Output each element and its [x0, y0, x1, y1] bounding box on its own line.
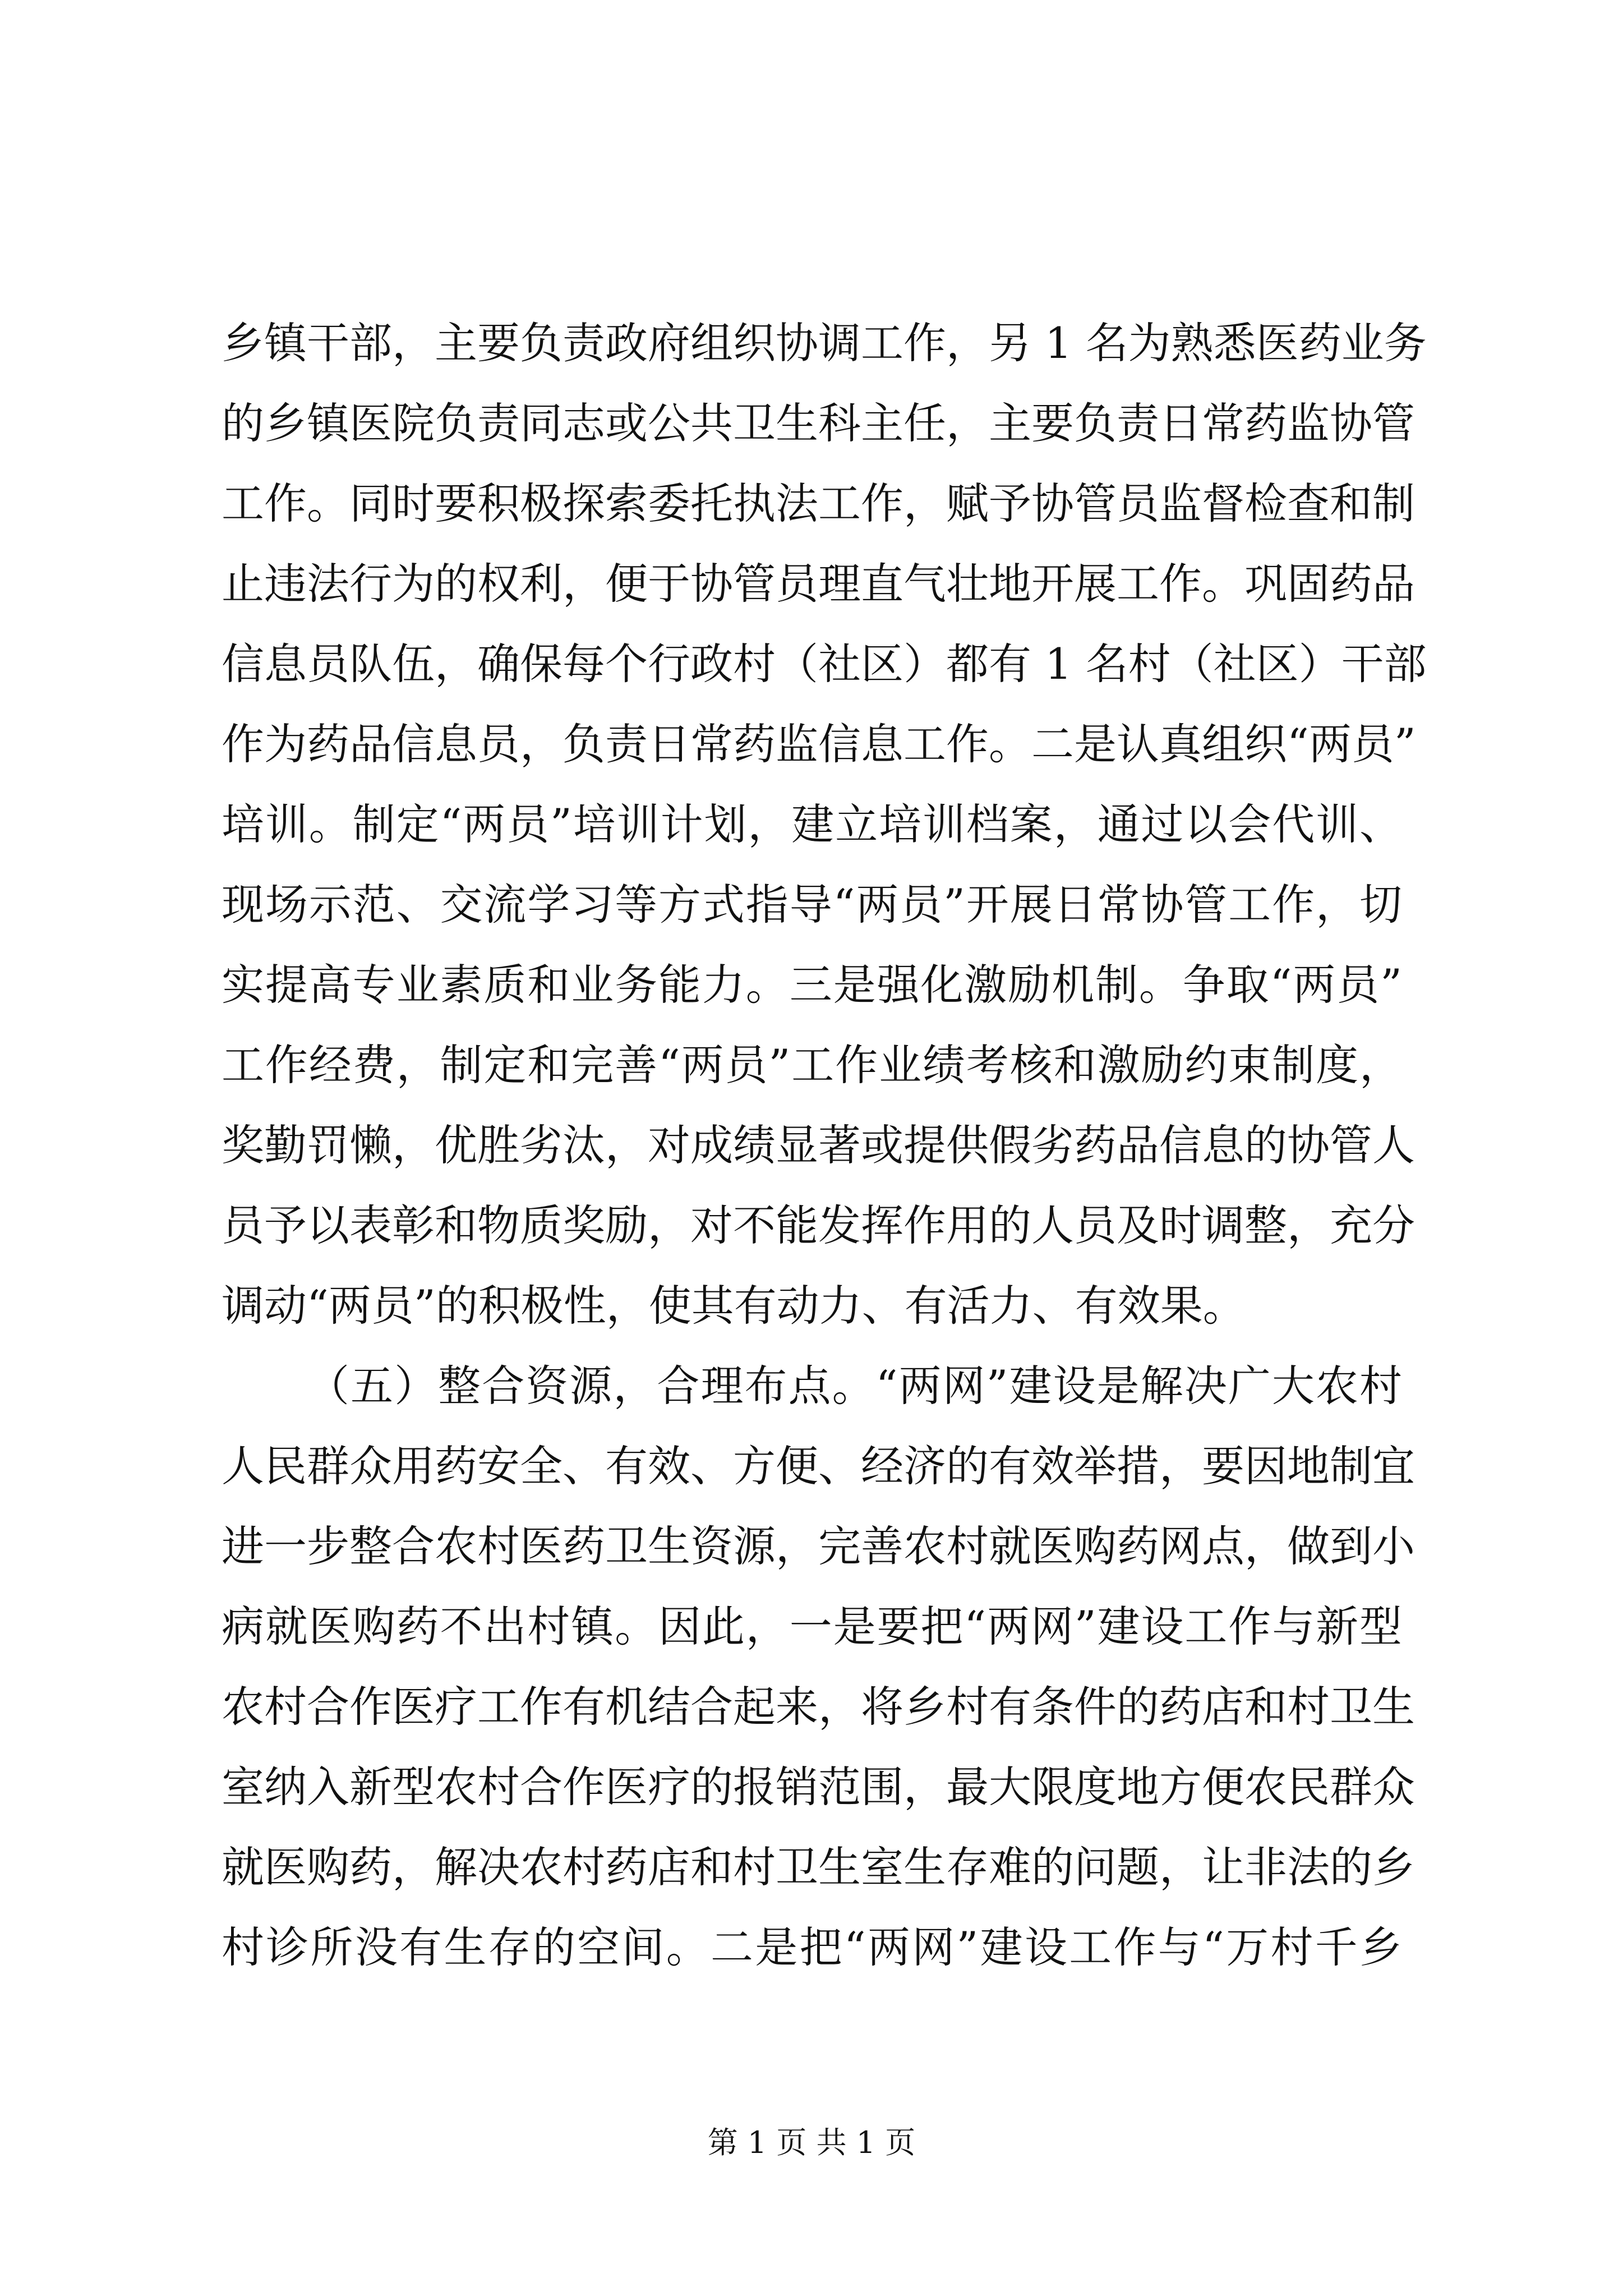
- text-line: 农村合作医疗工作有机结合起来，将乡村有条件的药店和村卫生: [222, 1682, 1415, 1732]
- text-line: 培训。制定“两员”培训计划，建立培训档案，通过以会代训、: [222, 799, 1402, 849]
- text-line: 作为药品信息员，负责日常药监信息工作。二是认真组织“两员”: [222, 719, 1416, 769]
- text-line: 奖勤罚懒，优胜劣汰，对成绩显著或提供假劣药品信息的协管人: [222, 1120, 1415, 1170]
- text-line: 村诊所没有生存的空间。二是把“两网”建设工作与“万村千乡: [222, 1922, 1402, 1972]
- text-line: 进一步整合农村医药卫生资源，完善农村就医购药网点，做到小: [222, 1521, 1415, 1571]
- text-line: 乡镇干部，主要负责政府组织协调工作，另 1 名为熟悉医药业务: [222, 318, 1427, 368]
- text-line: 信息员队伍，确保每个行政村（社区）都有 1 名村（社区）干部: [222, 639, 1427, 689]
- text-line: 工作。同时要积极探索委托执法工作，赋予协管员监督检查和制: [222, 478, 1415, 528]
- document-body: [222, 303, 1427, 1987]
- text-line: 现场示范、交流学习等方式指导“两员”开展日常协管工作，切: [222, 880, 1402, 930]
- text-line: 室纳入新型农村合作医疗的报销范围，最大限度地方便农民群众: [222, 1762, 1415, 1812]
- text-line: 员予以表彰和物质奖励，对不能发挥作用的人员及时调整，充分: [222, 1200, 1415, 1250]
- text-line: 人民群众用药安全、有效、方便、经济的有效举措，要因地制宜: [222, 1441, 1415, 1491]
- text-line: 就医购药，解决农村药店和村卫生室生存难的问题，让非法的乡: [222, 1842, 1415, 1892]
- page-number-footer: 第 1 页 共 1 页: [707, 2125, 916, 2160]
- text-line: 止违法行为的权利，便于协管员理直气壮地开展工作。巩固药品: [222, 559, 1415, 609]
- section-heading-line: （五）整合资源，合理布点。“两网”建设是解决广大农村: [307, 1361, 1402, 1411]
- text-line: 工作经费，制定和完善“两员”工作业绩考核和激励约束制度，: [222, 1040, 1402, 1090]
- text-line: 实提高专业素质和业务能力。三是强化激励机制。争取“两员”: [222, 960, 1402, 1010]
- text-line: 病就医购药不出村镇。因此，一是要把“两网”建设工作与新型: [222, 1602, 1402, 1651]
- text-line: 调动“两员”的积极性，使其有动力、有活力、有效果。: [222, 1281, 1246, 1331]
- text-line: 的乡镇医院负责同志或公共卫生科主任，主要负责日常药监协管: [222, 398, 1415, 448]
